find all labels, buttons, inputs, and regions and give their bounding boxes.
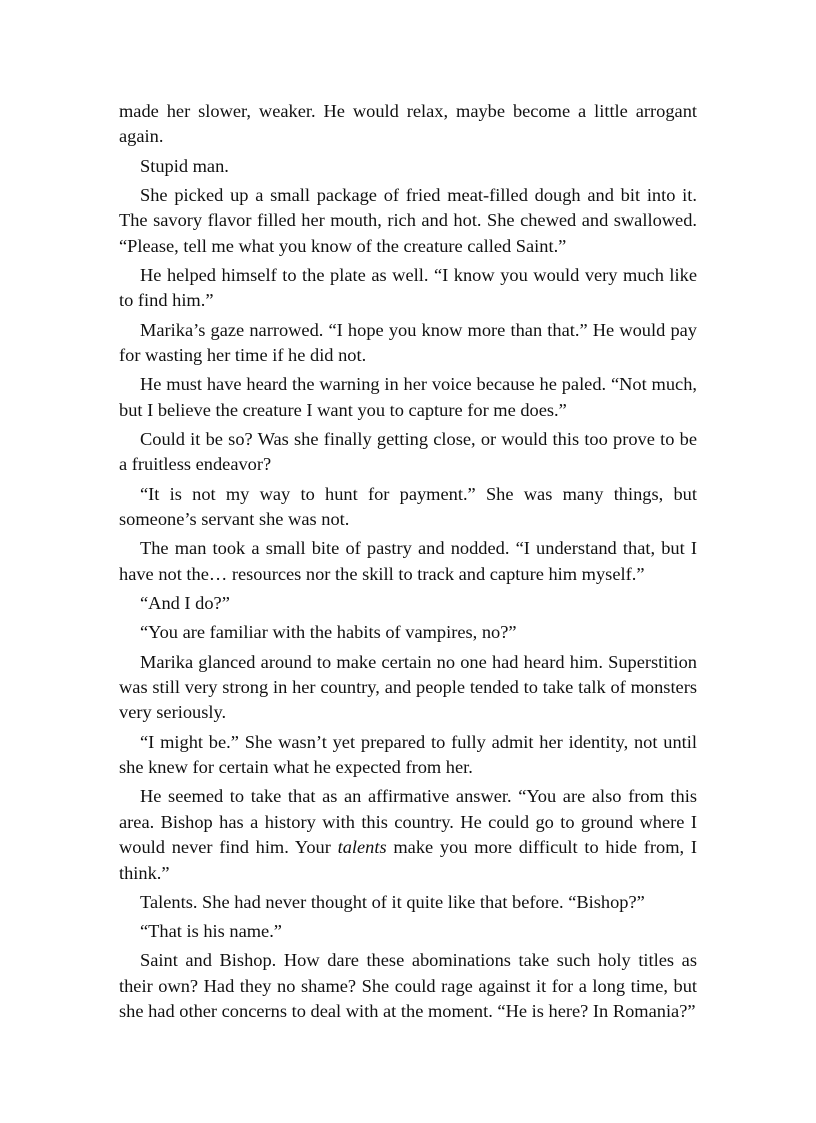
paragraph-text: Marika’s gaze narrowed. “I hope you know more than that.” He would pay for wasting her time if he did not. [119,319,697,366]
paragraph-6 [119,372,697,423]
paragraph-17 [119,948,697,1024]
paragraph-11 [119,620,697,645]
paragraph-text: Marika glanced around to make certain no one had heard him. Superstition was still very strong in her country, and people tended to take talk of monsters very seriously. [119,651,697,723]
paragraph-1 [119,99,697,150]
paragraph-text: Saint and Bishop. How dare these abominations take such holy titles as their own? Had they no shame? She could rage against it for a long time, but she had other concerns to deal with at the moment. “He is here? In Romania?” [119,950,697,1022]
paragraph-text: He seemed to take that as an affirmative answer. “You are also from this area. Bishop has a history with this country. He could go to ground where I would never find him. Your [119,786,697,858]
paragraph-text: He must have heard the warning in her voice because he paled. “Not much, but I believe the creature I want you to capture for me does.” [119,374,697,420]
paragraph-text: “That is his name.” [140,921,282,942]
paragraph-text: Stupid man. [140,155,229,176]
paragraph-13 [119,730,697,781]
paragraph-text: Talents. She had never thought of it quite like that before. “Bishop?” [140,891,645,912]
paragraph-text: The man took a small bite of pastry and nodded. “I understand that, but I have not the… resources nor the skill to track and capture him myself.” [119,538,697,584]
paragraph-15 [119,890,697,915]
paragraph-5 [119,318,697,369]
paragraph-text: make you more difficult to hide from, I think.” [119,837,697,883]
italic-emphasis: talents [337,837,387,858]
paragraph-text: He helped himself to the plate as well. “I know you would very much like to find him.” [119,265,697,311]
paragraph-text: “I might be.” She wasn’t yet prepared to fully admit her identity, not until she knew for certain what he expected from her. [119,731,697,778]
paragraph-8 [119,482,697,533]
paragraph-3 [119,183,697,259]
paragraph-16 [119,919,697,944]
paragraph-2 [119,154,697,179]
paragraph-text: She picked up a small package of fried meat-filled dough and bit into it. The savory flavor filled her mouth, rich and hot. She chewed and swallowed. “Please, tell me what you know of the creature called Saint.” [119,184,697,256]
paragraph-14 [119,784,697,886]
paragraph-text: made her slower, weaker. He would relax, maybe become a little arrogant again. [119,101,697,147]
paragraph-text: “You are familiar with the habits of vampires, no?” [140,622,517,643]
paragraph-7 [119,427,697,478]
paragraph-12 [119,650,697,726]
paragraph-10 [119,591,697,616]
paragraph-9 [119,536,697,587]
paragraph-text: Could it be so? Was she finally getting close, or would this too prove to be a fruitless endeavor? [119,429,697,475]
book-page-text [119,99,697,1028]
paragraph-text: “And I do?” [140,593,230,614]
paragraph-4 [119,263,697,314]
paragraph-text: “It is not my way to hunt for payment.” She was many things, but someone’s servant she was not. [119,483,697,530]
